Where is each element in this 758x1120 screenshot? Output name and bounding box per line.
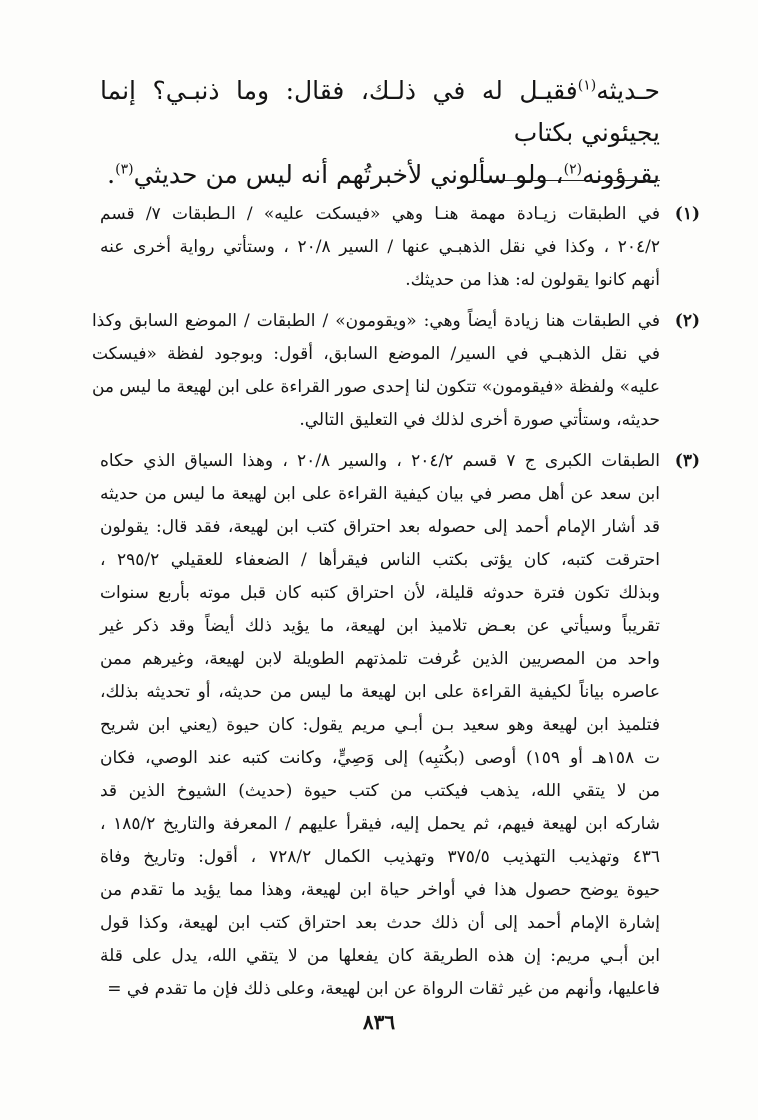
footnote-number: (٣) <box>674 451 700 471</box>
footnote-line: أنهم كانوا يقولون له: هذا من حديثك. <box>405 270 660 290</box>
footnote-line: إشارة الإمام أحمد إلى أن ذلك حدث بعد احتراق كتب ابن لهيعة، وكذا قول <box>100 913 660 933</box>
main-line-2-rest: ، ولو سألوني لأخبرتُهم أنه ليس من حديثي <box>133 160 564 189</box>
footnote-line: في الطبقات هنا زيادة أيضاً وهي: «ويقومون» / الطبقات / الموضع السابق وكذا <box>91 311 660 331</box>
footnote-line: فاعليها، وأنهم من غير ثقات الرواة عن ابن لهيعة، وعلى ذلك فإن ما تقدم في = <box>107 979 660 999</box>
footnote-line: ٢٠٤/٢ ، وكذا في نقل الذهبـي عنها / السير ٢٠/٨ ، وستأتي رواية أخرى عنه <box>100 237 660 257</box>
footnote-line: في الطبقات زيـادة مهمة هنـا وهي «فيسكت عليه» / الـطبقات ٧/ قسم <box>100 204 660 224</box>
footnote-body <box>100 198 660 297</box>
footnote-line: وبذلك تكون فترة حدوثه قليلة، لأن احتراق كتبه كان قبل موته بأربع سنوات <box>100 583 660 603</box>
footnote-line: واحد من المصريين الذين عُرفت تلمذتهم الطويلة لابن لهيعة، وغيرهم ممن <box>100 649 660 669</box>
footnote-body <box>100 445 660 1006</box>
footnote-3 <box>100 445 700 1006</box>
main-line-1-rest: فقيـل له في ذلـك، فقال: وما ذنبـي؟ إنما يجيئوني بكتاب <box>100 76 660 147</box>
main-line-1 <box>100 70 660 154</box>
footnotes <box>91 198 700 1014</box>
main-line-2-start: يقرؤونه <box>582 160 660 189</box>
footnote-line: عاصره بياناً لكيفية القراءة على ابن لهيعة ما ليس من حديثه، أو تحديثه بذلك، <box>100 682 660 702</box>
main-line-2 <box>100 154 660 196</box>
footnote-line: قد أشار الإمام أحمد إلى حصوله بعد احتراق كتب ابن لهيعة، فقد قال: يقولون <box>100 517 660 537</box>
main-line-1-start: حـديثه <box>596 76 660 105</box>
footnote-line: حيوة يوضح حصول هذا في أواخر حياة ابن لهيعة، وهذا مما يؤيد ما تقدم من <box>100 880 660 900</box>
footnote-body <box>92 305 660 437</box>
footnote-line: احترقت كتبه، كان يؤتى بكتب الناس فيقرأها / الضعفاء للعقيلي ٢٩٥/٢ ، <box>100 550 661 570</box>
footnote-line: عليه» ولفظة «فيقومون» تتكون لنا إحدى صور القراءة على ابن لهيعة ما ليس من <box>91 377 660 397</box>
footnote-line: ت ١٥٨هـ أو ١٥٩) أوصى (بكُتبِه) إلى وَصِيٍّ، وكانت كتبه عند الوصي، فكان <box>100 748 660 768</box>
footnote-1 <box>100 198 700 297</box>
footnote-line: تقريباً وسيأتي عن بعـض تلاميذ ابن لهيعة، ما يؤيد ذلك أيضاً وقد ذكر غير <box>100 616 660 636</box>
main-text <box>100 70 660 196</box>
footnote-line: في نقل الذهبـي في السير/ الموضع السابق، أقول: وبوجود لفظة «فيسكت <box>91 344 660 364</box>
footnote-ref-3: (٣) <box>115 161 134 178</box>
footnote-line: الطبقات الكبرى ج ٧ قسم ٢٠٤/٢ ، والسير ٢٠/٨ ، وهذا السياق الذي حكاه <box>100 451 660 471</box>
footnote-ref-1: (١) <box>577 77 597 94</box>
footnote-divider <box>476 180 660 181</box>
main-line-2-end: . <box>107 160 116 189</box>
footnote-ref-2: (٢) <box>563 161 583 178</box>
footnote-line: ابن أبـي مريم: إن هذه الطريقة كان يفعلها من لا يتقي الله، يدل على قلة <box>100 946 660 966</box>
footnote-line: ابن سعد عن أهل مصر في بيان كيفية القراءة على ابن لهيعة ما ليس من حديثه <box>100 484 660 504</box>
footnote-2 <box>91 305 700 437</box>
footnote-line: ٤٣٦ وتهذيب التهذيب ٣٧٥/٥ وتهذيب الكمال ٧٢٨/٢ ، أقول: وتاريخ وفاة <box>100 847 660 867</box>
footnote-line: حديثه، وستأتي صورة أخرى لذلك في التعليق التالي. <box>299 410 660 430</box>
footnote-number: (١) <box>674 204 700 224</box>
page-number: ٨٣٦ <box>362 1010 396 1034</box>
footnote-number: (٢) <box>674 311 700 331</box>
footnote-line: من لا يتقي الله، يذهب فيكتب من كتب حيوة (حديث) الشيوخ الذين قد <box>100 781 660 801</box>
footnote-line: فتلميذ ابن لهيعة وهو سعيد بـن أبـي مريم يقول: كان حيوة (يعني ابن شريح <box>100 715 660 735</box>
footnote-line: شاركه ابن لهيعة فيهم، ثم يحمل إليه، فيقرأ عليهم / المعرفة والتاريخ ١٨٥/٢ ، <box>100 814 661 834</box>
